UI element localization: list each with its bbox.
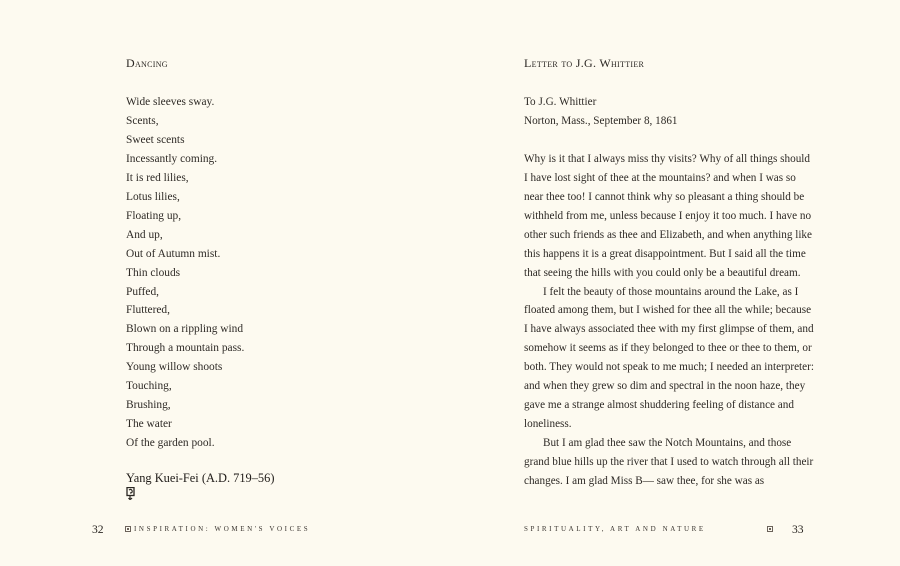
- poem-line: Wide sleeves sway.: [126, 96, 215, 108]
- poem-line: And up,: [126, 228, 163, 241]
- letter-salutation: To J.G. Whittier: [524, 96, 597, 108]
- poem-line: Lotus lilies,: [126, 190, 180, 203]
- poem-line: Blown on a rippling wind: [126, 323, 244, 336]
- poem-line: Fluttered,: [126, 304, 170, 317]
- page-number: 32: [92, 523, 104, 536]
- poem-line: Scents,: [126, 114, 159, 127]
- letter-dateline: Norton, Mass., September 8, 1861: [524, 114, 678, 127]
- letter-paragraph: But I am glad thee saw the Notch Mountains, and those grand blue hills up the river that I used to watch through all their changes. I am glad Miss B— saw thee, for she was as: [524, 437, 814, 488]
- letter-paragraph: I felt the beauty of those mountains around the Lake, as I floated among them, but I wished for thee all the while; because I have always associated thee with my first glimpse of them, and somehow it seems as if they belonged to thee or thee to them, or both. They would not speak to me much; I needed an interpreter: and when they grew so dim and spectral in the noon haze, they gave me a strange almost shuddering feeling of distance and loneliness.: [524, 285, 814, 431]
- poem-line: Brushing,: [126, 399, 171, 412]
- poem-line: Incessantly coming.: [126, 152, 218, 165]
- page-number: 33: [792, 523, 804, 536]
- spacer: [524, 131, 814, 150]
- square-ornament-icon: [125, 526, 131, 532]
- letter-paragraph: Why is it that I always miss thy visits? Why of all things should I have lost sight of thee at the mountains? and when I was so near thee too! I cannot think why so pleasant a thing should be withheld from me, unless because I enjoy it too much. I have no other such friends as thee and Elizabeth, and when anything like this happens it is a great disappointment. But I said all the time that seeing the hills with you could only be a beautiful dream.: [524, 152, 812, 279]
- poem-line: Thin clouds: [126, 266, 181, 279]
- right-page: [450, 0, 900, 566]
- poem-line: Puffed,: [126, 285, 160, 298]
- poem-line: Out of Autumn mist.: [126, 247, 221, 260]
- letter-body: [524, 93, 814, 491]
- poem-line: Through a mountain pass.: [126, 342, 245, 355]
- poem-attribution: Yang Kuei-Fei (A.D. 719–56): [126, 471, 275, 485]
- poem-title: Dancing: [126, 56, 168, 70]
- square-ornament-icon: [767, 526, 773, 532]
- poem-line: Floating up,: [126, 209, 182, 222]
- poem-line: The water: [126, 418, 172, 431]
- running-head: SPIRITUALITY, ART AND NATURE: [524, 525, 706, 533]
- poem-line: It is red lilies,: [126, 171, 189, 184]
- running-head: INSPIRATION: WOMEN'S VOICES: [134, 525, 311, 533]
- poem-line: Young willow shoots: [126, 361, 223, 374]
- poem-body: [126, 93, 244, 453]
- letter-title: Letter to J.G. Whittier: [524, 56, 645, 70]
- poem-line: Of the garden pool.: [126, 437, 215, 450]
- poem-line: Sweet scents: [126, 133, 185, 146]
- poem-line: Touching,: [126, 380, 172, 393]
- seal-icon: [126, 487, 136, 501]
